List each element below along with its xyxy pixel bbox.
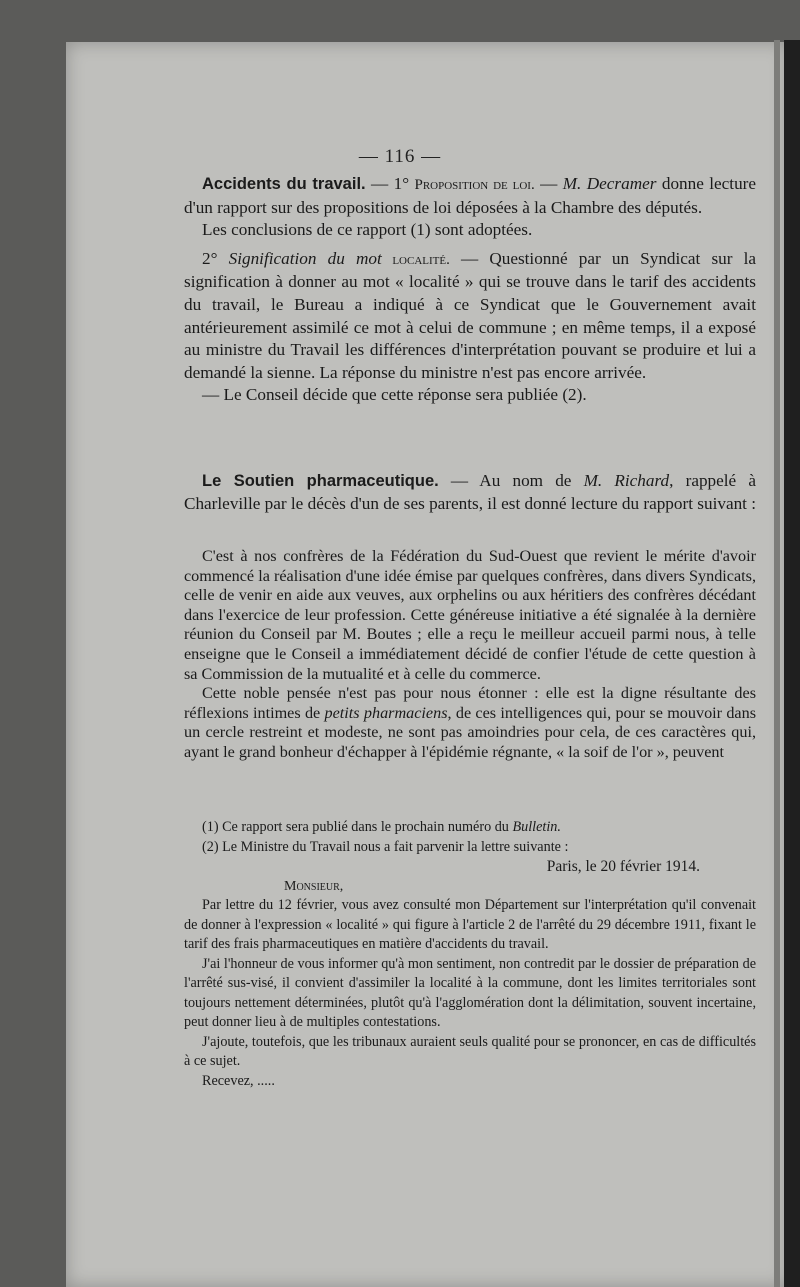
heading-accidents-du-travail: Accidents du travail.	[202, 175, 366, 193]
quote-paragraph-2: Cette noble pensée n'est pas pour nous étonner : elle est la digne résultante des réflexions intimes de petits pharmaciens, de ces intelligences qui, pour se mouvoir dans un cercle restreint et modeste, ne sont pas amoindries pour cela, de ces caractères qui, ayant le grand bonheur d'échapper à l'épidémie régnante, « la soif de l'or », peuvent	[184, 684, 757, 761]
footnotes	[184, 818, 756, 1091]
letter-place-date: Paris, le 20 février 1914.	[546, 858, 700, 875]
paragraph-proposition: Accidents du travail. — 1° Proposition de loi. — M. Decramer donne lecture d'un rapport sur des propositions de loi déposées à la Chambre des députés.	[184, 174, 757, 217]
paragraph-conclusions: Les conclusions de ce rapport (1) sont adoptées.	[202, 220, 533, 240]
name-decramer: M. Decramer	[562, 174, 657, 193]
footnote-1: (1) Ce rapport sera publié dans le prochain numéro du Bulletin.	[202, 819, 561, 835]
letter-paragraph-3: J'ajoute, toutefois, que les tribunaux auraient seuls qualité pour se prononcer, en cas de difficultés à ce sujet.	[184, 1033, 756, 1069]
section-accidents-du-travail	[184, 173, 756, 407]
heading-soutien-pharmaceutique: Le Soutien pharmaceutique.	[202, 472, 439, 490]
page-number: — 116 —	[358, 146, 442, 167]
scan-border	[784, 40, 800, 1287]
paragraph-decision: — Le Conseil décide que cette réponse sera publiée (2).	[202, 385, 587, 405]
quote-paragraph-1: C'est à nos confrères de la Fédération du Sud-Ouest que revient le mérite d'avoir commencé la réalisation d'une idée émise par quelques confrères, dans divers Syndicats, celle de venir en aide aux veuves, aux orphelins ou aux héritiers des confrères décédant dans l'exercice de leur profession. Cette généreuse initiative a été signalée à la dernière réunion du Conseil par M. Boutes ; elle a reçu le meilleur accueil parmi nous, à telle enseigne que le Conseil a immédiatement décidé de confier l'étude de cette question à sa Commission de la mutualité et à celle du commerce.	[184, 547, 756, 683]
letter-closing: Recevez, .....	[202, 1072, 275, 1089]
report-quote	[184, 547, 756, 763]
paragraph-soutien-intro: Le Soutien pharmaceutique. — Au nom de M. Richard, rappelé à Charleville par le décès d'un de ses parents, il est donné lecture du rapport suivant :	[184, 471, 757, 513]
footnote-2: (2) Le Ministre du Travail nous a fait parvenir la lettre suivante :	[202, 838, 569, 855]
section-soutien-pharmaceutique	[184, 470, 756, 515]
letter-paragraph-1: Par lettre du 12 février, vous avez consulté mon Département sur l'interprétation qu'il convenait de donner à l'expression « localité » qui figure à l'article 2 de l'arrêté du 29 décembre 1911, fixant le tarif des frais pharmaceutiques en matière d'accidents du travail.	[184, 897, 756, 952]
letter-paragraph-2: J'ai l'honneur de vous informer qu'à mon sentiment, non contredit par le dossier de préparation de l'arrêté sus-visé, il convient d'assimiler la localité à la commune, dont les limites territoriales sont toujours nettement déterminées, plutôt qu'à l'agglomération dont la délimitation, souvent incertaine, peut donner lieu à de multiples contestations.	[184, 955, 756, 1030]
page-edge-shadow	[774, 40, 780, 1287]
paragraph-signification: 2° Signification du mot localité. — Questionné par un Syndicat sur la signification à donner au mot « localité » qui se trouve dans le tarif des accidents du travail, le Bureau a indiqué à ce Syndicat que le Gouvernement avait antérieurement assimilé ce mot à celui de commune ; en même temps, il a exposé au ministre du Travail les différences d'interprétation pouvant se produire et lui a demandé la sienne. La réponse du ministre n'est pas encore arrivée.	[184, 248, 757, 382]
name-richard: M. Richard	[583, 471, 670, 490]
letter-salutation: Monsieur,	[284, 878, 344, 894]
